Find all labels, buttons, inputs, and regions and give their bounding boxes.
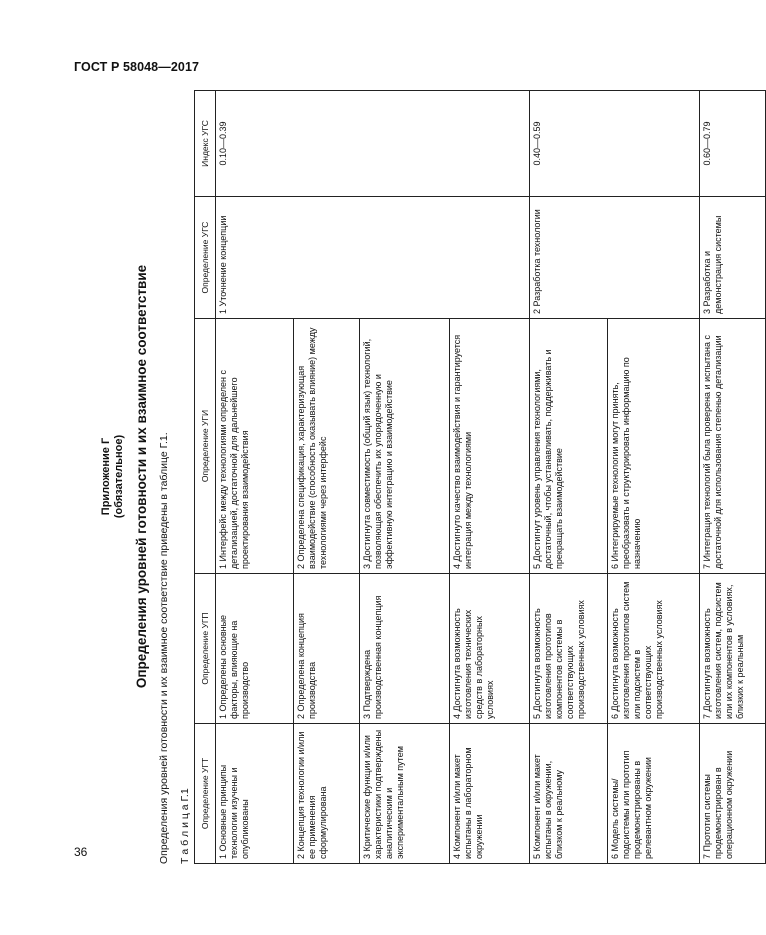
appendix-heading bbox=[100, 89, 126, 864]
table-header-row bbox=[195, 91, 216, 864]
table-cell: 3 Критические функции и/или характеристики подтверждены аналитическим и экспериментальным путем bbox=[360, 724, 450, 864]
table-header-cell: Индекс УГС bbox=[195, 91, 216, 197]
table-cell: 5 Компонент и/или макет испытаны в окружении, близком к реальному bbox=[530, 724, 608, 864]
table-cell: 2 Определена концепция производства bbox=[294, 574, 360, 724]
table-header-cell: Определение УГС bbox=[195, 197, 216, 319]
table-cell: 6 Интегрируемые технологии могут принять, преобразовать и структурировать информацию по назначению bbox=[608, 319, 700, 574]
table-cell: 0.40—0.59 bbox=[530, 91, 700, 197]
table-label: Т а б л и ц а Г.1 bbox=[179, 788, 191, 864]
table-cell: 1 Основные принципы технологии изучены и опубликованы bbox=[216, 724, 294, 864]
table-cell: 7 Интеграция технологий была проверена и испытана с достаточной для использования степенью детализации bbox=[700, 319, 766, 574]
table-cell: 1 Интерфейс между технологиями определен с детализацией, достаточной для дальнейшего проектирования взаимодействия bbox=[216, 319, 294, 574]
table-cell: 6 Достигнута возможность изготовления прототипов систем или подсистем в соответствующих производственных условиях bbox=[608, 574, 700, 724]
table-cell: 0.60—0.79 bbox=[700, 91, 766, 197]
table-header-cell: Определение УГИ bbox=[195, 319, 216, 574]
document-header: ГОСТ Р 58048—2017 bbox=[74, 60, 200, 74]
appendix-status: (обязательное) bbox=[113, 434, 125, 519]
table-row bbox=[700, 91, 766, 864]
table-cell: 4 Достигнута возможность изготовления технических средств в лабораторных условиях bbox=[450, 574, 530, 724]
main-title: Определения уровней готовности и их взаимное соответствие bbox=[134, 264, 149, 689]
table-header-cell: Определение УГП bbox=[195, 574, 216, 724]
table-cell: 0.10—0.39 bbox=[216, 91, 530, 197]
rotated-content bbox=[100, 89, 745, 864]
table-cell: 5 Достигнута возможность изготовления прототипов компонентов системы в соответствующих производственных условиях bbox=[530, 574, 608, 724]
table-cell: 4 Компонент и/или макет испытаны в лабораторном окружении bbox=[450, 724, 530, 864]
table-cell: 4 Достигнуто качество взаимодействия и гарантируется интеграция между технологиями bbox=[450, 319, 530, 574]
table-cell: 3 Подтверждена производственная концепция bbox=[360, 574, 450, 724]
table-cell: 5 Достигнут уровень управления технологиями, достаточный, чтобы устанавливать, поддерживать и прекращать взаимодействие bbox=[530, 319, 608, 574]
table-cell: 7 Достигнута возможность изготовления систем, подсистем или их компонентов в условиях, близких к реальным bbox=[700, 574, 766, 724]
table-row bbox=[530, 91, 608, 864]
intro-text: Определения уровней готовности и их взаимное соответствие приведены в таблице Г.1. bbox=[158, 432, 170, 864]
page-number: 36 bbox=[74, 845, 88, 859]
table-cell: 3 Разработка и демонстрация системы bbox=[700, 197, 766, 319]
table-cell: 1 Определены основные факторы, влияющие на производство bbox=[216, 574, 294, 724]
table-row bbox=[216, 91, 294, 864]
table-cell: 7 Прототип системы продемонстрирован в операционном окружении bbox=[700, 724, 766, 864]
table-cell: 2 Определена спецификация, характеризующая взаимодействие (способность оказывать влияние) между технологиями через интерфейс bbox=[294, 319, 360, 574]
table-cell: 3 Достигнута совместимость (общий язык) технологий, позволяющая обеспечить их упорядоченную и эффективную интеграцию и взаимодействие bbox=[360, 319, 450, 574]
table-header-cell: Определение УГТ bbox=[195, 724, 216, 864]
table-cell: 1 Уточнение концепции bbox=[216, 197, 530, 319]
table-cell: 2 Разработка технологии bbox=[530, 197, 700, 319]
table-cell: 6 Модель системы/подсистемы или прототип продемонстрированы в релевантном окружении bbox=[608, 724, 700, 864]
readiness-table bbox=[194, 90, 766, 864]
table-cell: 2 Концепция технологии и/или ее применения сформулирована bbox=[294, 724, 360, 864]
appendix-title: Приложение Г bbox=[100, 437, 112, 516]
